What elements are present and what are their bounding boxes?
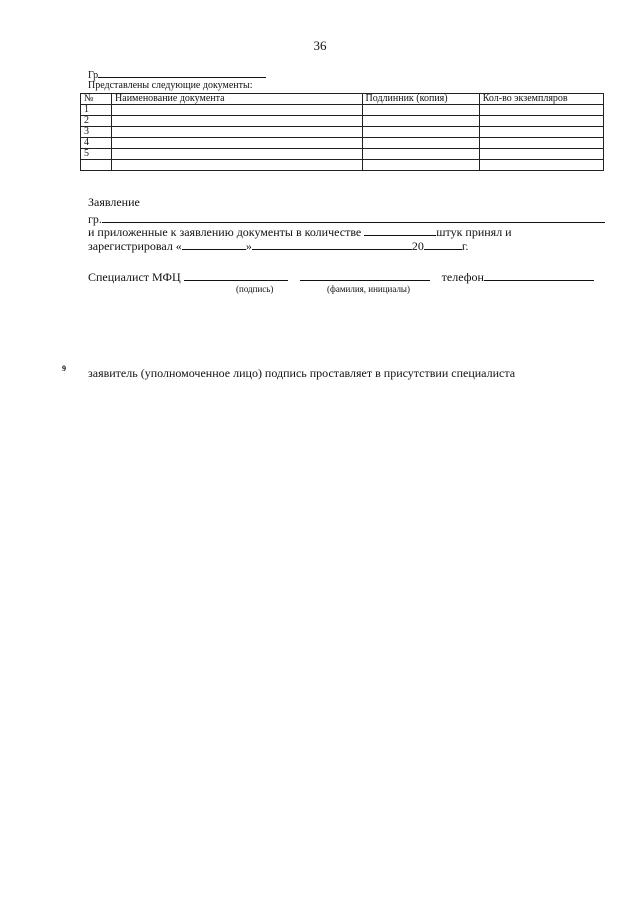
cell-copies-count (479, 105, 603, 116)
header-copies-count: Кол-во экземпляров (479, 94, 603, 105)
header-document-name: Наименование документа (112, 94, 362, 105)
signature-caption: (подпись) (236, 284, 274, 294)
cell-original-copy (362, 105, 479, 116)
registration-day-blank (182, 238, 246, 250)
statement-citizen-label: гр. (88, 212, 102, 226)
statement-citizen-blank (102, 211, 605, 223)
citizen-line (88, 67, 266, 81)
cell-copies-count (479, 138, 603, 149)
phone-label: телефон (441, 270, 484, 284)
registration-month-blank (252, 238, 412, 250)
citizen-label: Гр (88, 70, 99, 81)
cell-number: 2 (81, 116, 112, 127)
phone-blank (484, 269, 594, 281)
cell-document-name (112, 160, 362, 171)
cell-original-copy (362, 138, 479, 149)
cell-original-copy (362, 160, 479, 171)
cell-number (81, 160, 112, 171)
count-blank (364, 224, 436, 236)
cell-original-copy (362, 127, 479, 138)
header-number: № (81, 94, 112, 105)
cell-document-name (112, 149, 362, 160)
name-caption: (фамилия, инициалы) (327, 284, 410, 294)
cell-copies-count (479, 149, 603, 160)
table-row (81, 160, 604, 171)
specialist-name-blank (300, 269, 430, 281)
registration-year-suffix: г. (461, 239, 469, 253)
registration-year-blank (424, 238, 462, 250)
cell-copies-count (479, 127, 603, 138)
statement-title: Заявление (88, 195, 140, 209)
cell-document-name (112, 138, 362, 149)
cell-number: 4 (81, 138, 112, 149)
header-original-copy: Подлинник (копия) (362, 94, 479, 105)
documents-caption: Представлены следующие документы: (88, 80, 253, 91)
registration-text-b: » (245, 239, 252, 253)
count-text-a: и приложенные к заявлению документы в количестве (88, 225, 362, 239)
table-row (81, 127, 604, 138)
cell-original-copy (362, 116, 479, 127)
cell-document-name (112, 116, 362, 127)
table-row (81, 116, 604, 127)
page-number: 36 (313, 38, 327, 53)
specialist-line (88, 269, 594, 285)
statement-registration-line (88, 238, 468, 254)
footnote-mark: 9 (62, 364, 66, 373)
specialist-label: Специалист МФЦ (88, 270, 181, 284)
table-header-row (81, 94, 604, 105)
cell-number: 1 (81, 105, 112, 116)
cell-number: 5 (81, 149, 112, 160)
citizen-name-blank (98, 67, 266, 78)
registration-text-a: зарегистрировал « (88, 239, 182, 253)
cell-original-copy (362, 149, 479, 160)
cell-number: 3 (81, 127, 112, 138)
documents-table (80, 93, 604, 171)
specialist-signature-blank (184, 269, 288, 281)
cell-document-name (112, 127, 362, 138)
footnote-text: заявитель (уполномоченное лицо) подпись проставляет в присутствии специалиста (88, 366, 516, 380)
table-row (81, 105, 604, 116)
cell-document-name (112, 105, 362, 116)
table-row (81, 138, 604, 149)
table-row (81, 149, 604, 160)
count-text-b: штук принял и (436, 225, 512, 239)
cell-copies-count (479, 160, 603, 171)
registration-year-prefix: 20 (411, 239, 424, 253)
cell-copies-count (479, 116, 603, 127)
